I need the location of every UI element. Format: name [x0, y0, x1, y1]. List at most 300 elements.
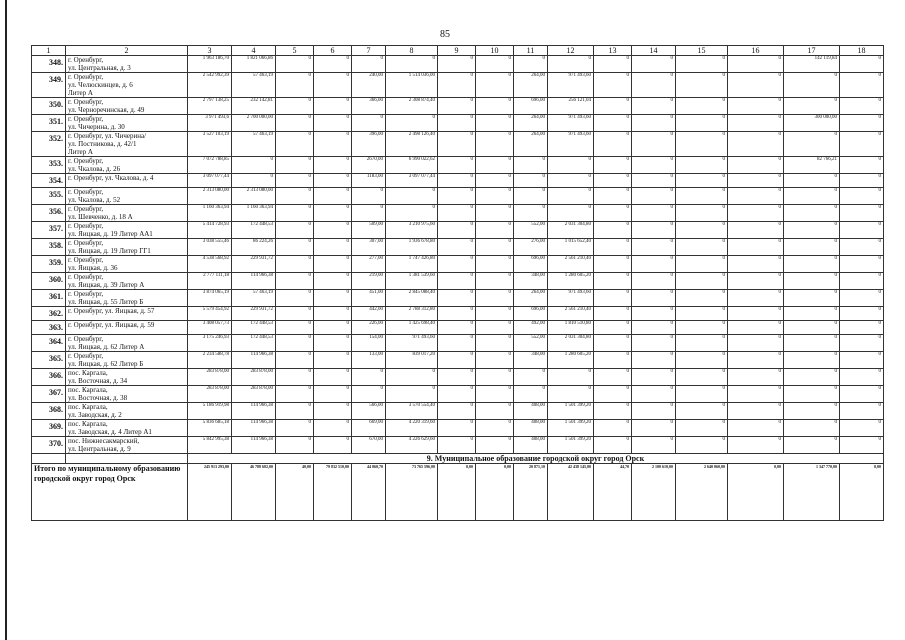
value-cell-col-15: 0: [676, 239, 728, 256]
column-header-18: 18: [840, 46, 884, 56]
value-cell-col-8: 4 226 629,60: [386, 437, 438, 454]
value-cell-col-12: 1 015 652,40: [548, 239, 594, 256]
value-cell-col-15: 0: [676, 73, 728, 98]
value-cell-col-6: 0: [314, 386, 352, 403]
address-cell: г. Оренбург, ул. Челюскинцев, д. 6 Литер А: [66, 73, 188, 98]
value-cell-col-11: 0: [514, 56, 548, 73]
value-cell-col-17: 0: [784, 420, 840, 437]
value-cell-col-11: 276,00: [514, 239, 548, 256]
value-cell-col-5: 0: [276, 188, 314, 205]
value-cell-col-17: 0: [784, 256, 840, 273]
value-cell-col-8: 4 220 319,60: [386, 420, 438, 437]
column-header-10: 10: [476, 46, 514, 56]
value-cell-col-5: 0: [276, 256, 314, 273]
value-cell-col-18: 0: [840, 290, 884, 307]
row-number: 357.: [32, 222, 66, 239]
total-value-col-18: 0,00: [840, 464, 884, 521]
table-row: [32, 290, 884, 307]
value-cell-col-3: 1 963 186,70: [188, 56, 232, 73]
value-cell-col-12: 256 121,04: [548, 98, 594, 115]
table-row: [32, 239, 884, 256]
column-header-15: 15: [676, 46, 728, 56]
value-cell-col-16: 0: [728, 188, 784, 205]
value-cell-col-17: 0: [784, 205, 840, 222]
table-row: [32, 273, 884, 290]
row-number: 362.: [32, 307, 66, 321]
value-cell-col-10: 0: [476, 420, 514, 437]
column-header-16: 16: [728, 46, 784, 56]
row-number: 369.: [32, 420, 66, 437]
value-cell-col-14: 0: [632, 222, 676, 239]
value-cell-col-8: 1 425 698,40: [386, 321, 438, 335]
column-header-11: 11: [514, 46, 548, 56]
value-cell-col-6: 0: [314, 273, 352, 290]
value-cell-col-12: 1 501 399,20: [548, 420, 594, 437]
value-cell-col-6: 0: [314, 369, 352, 386]
value-cell-col-15: 0: [676, 352, 728, 369]
value-cell-col-8: 839 017,20: [386, 352, 438, 369]
value-cell-col-15: 0: [676, 132, 728, 157]
value-cell-col-16: 0: [728, 437, 784, 454]
page-edge-line: [5, 0, 7, 640]
value-cell-col-14: 0: [632, 98, 676, 115]
value-cell-col-12: 0: [548, 369, 594, 386]
value-cell-col-15: 0: [676, 335, 728, 352]
value-cell-col-16: 0: [728, 98, 784, 115]
address-cell: г. Оренбург, ул. Чкалова, д. 4: [66, 174, 188, 188]
value-cell-col-4: 172 448,53: [232, 321, 276, 335]
address-cell: г. Оренбург, ул. Яицкая, д. 62 Литер А: [66, 335, 188, 352]
value-cell-col-18: 0: [840, 437, 884, 454]
total-value-col-3: 245 913 293,00: [188, 464, 232, 521]
value-cell-col-10: 0: [476, 56, 514, 73]
value-cell-col-10: 0: [476, 132, 514, 157]
row-number: 365.: [32, 352, 66, 369]
value-cell-col-7: 669,00: [352, 420, 386, 437]
value-cell-col-11: 348,00: [514, 273, 548, 290]
value-cell-col-7: 451,00: [352, 290, 386, 307]
row-number: 368.: [32, 403, 66, 420]
value-cell-col-12: 0: [548, 174, 594, 188]
section-spacer: [32, 454, 66, 464]
value-cell-col-7: 0: [352, 115, 386, 132]
value-cell-col-14: 0: [632, 386, 676, 403]
table-row: [32, 335, 884, 352]
value-cell-col-4: 1 821 066,86: [232, 56, 276, 73]
value-cell-col-6: 0: [314, 437, 352, 454]
value-cell-col-4: 57 463,19: [232, 73, 276, 98]
row-number: 360.: [32, 273, 66, 290]
table-row: [32, 437, 884, 454]
value-cell-col-9: 0: [438, 222, 476, 239]
value-cell-col-14: 0: [632, 420, 676, 437]
value-cell-col-17: 0: [784, 321, 840, 335]
value-cell-col-5: 0: [276, 403, 314, 420]
value-cell-col-14: 0: [632, 335, 676, 352]
value-cell-col-12: 0: [548, 205, 594, 222]
total-label: Итого по муниципальному образованию городской округ город Орск: [32, 464, 188, 521]
value-cell-col-5: 0: [276, 420, 314, 437]
value-cell-col-9: 0: [438, 335, 476, 352]
address-cell: г. Оренбург, ул. Шевченко, д. 18 А: [66, 205, 188, 222]
value-cell-col-3: 3 097 077,44: [188, 174, 232, 188]
value-cell-col-8: 3 210 975,60: [386, 222, 438, 239]
value-cell-col-17: 0: [784, 222, 840, 239]
value-cell-col-3: 283 878,00: [188, 386, 232, 403]
value-cell-col-3: 283 878,00: [188, 369, 232, 386]
value-cell-col-18: 0: [840, 386, 884, 403]
value-cell-col-3: 2 234 588,78: [188, 352, 232, 369]
value-cell-col-18: 0: [840, 205, 884, 222]
column-header-5: 5: [276, 46, 314, 56]
value-cell-col-13: 0: [594, 352, 632, 369]
total-value-col-10: 0,00: [476, 464, 514, 521]
row-number: 359.: [32, 256, 66, 273]
value-cell-col-4: 229 931,72: [232, 307, 276, 321]
value-cell-col-9: 0: [438, 403, 476, 420]
table-row: [32, 174, 884, 188]
address-cell: г. Оренбург, ул. Яицкая, д. 59: [66, 321, 188, 335]
value-cell-col-17: 0: [784, 403, 840, 420]
value-cell-col-10: 0: [476, 205, 514, 222]
value-cell-col-5: 0: [276, 73, 314, 98]
total-value-col-5: 40,00: [276, 464, 314, 521]
value-cell-col-10: 0: [476, 174, 514, 188]
total-value-col-4: 46 788 682,00: [232, 464, 276, 521]
value-cell-col-18: 0: [840, 369, 884, 386]
value-cell-col-12: 1 280 605,20: [548, 273, 594, 290]
value-cell-col-5: 0: [276, 290, 314, 307]
value-cell-col-10: 0: [476, 321, 514, 335]
value-cell-col-15: 0: [676, 369, 728, 386]
value-cell-col-14: 0: [632, 188, 676, 205]
value-cell-col-9: 0: [438, 174, 476, 188]
value-cell-col-17: 0: [784, 73, 840, 98]
value-cell-col-9: 0: [438, 188, 476, 205]
value-cell-col-12: 971 493,60: [548, 132, 594, 157]
value-cell-col-11: 552,00: [514, 222, 548, 239]
value-cell-col-13: 0: [594, 369, 632, 386]
value-cell-col-11: 0: [514, 205, 548, 222]
value-cell-col-3: 2 542 992,39: [188, 73, 232, 98]
page-number: 85: [440, 29, 450, 40]
address-cell: г. Оренбург, ул. Черноречинская, д. 49: [66, 98, 188, 115]
value-cell-col-4: 114 966,38: [232, 437, 276, 454]
address-cell: г. Оренбург, ул. Яицкая, д. 55 Литер Б: [66, 290, 188, 307]
value-cell-col-9: 0: [438, 420, 476, 437]
row-number: 354.: [32, 174, 66, 188]
value-cell-col-6: 0: [314, 188, 352, 205]
value-cell-col-9: 0: [438, 115, 476, 132]
value-cell-col-15: 0: [676, 420, 728, 437]
value-cell-col-17: 0: [784, 290, 840, 307]
value-cell-col-3: 3 408 057,73: [188, 321, 232, 335]
total-value-col-8: 73 765 596,00: [386, 464, 438, 521]
row-number: 349.: [32, 73, 66, 98]
value-cell-col-9: 0: [438, 73, 476, 98]
value-cell-col-14: 0: [632, 239, 676, 256]
value-cell-col-18: 0: [840, 132, 884, 157]
value-cell-col-18: 0: [840, 98, 884, 115]
address-cell: пос. Каргала, ул. Заводская, д. 4 Литер А1: [66, 420, 188, 437]
value-cell-col-6: 0: [314, 73, 352, 98]
value-cell-col-13: 0: [594, 132, 632, 157]
value-cell-col-15: 0: [676, 273, 728, 290]
value-cell-col-17: 0: [784, 174, 840, 188]
value-cell-col-7: 307,00: [352, 239, 386, 256]
value-cell-col-18: 0: [840, 188, 884, 205]
table-row: [32, 115, 884, 132]
value-cell-col-7: 509,00: [352, 222, 386, 239]
table-row: [32, 222, 884, 239]
value-cell-col-15: 0: [676, 56, 728, 73]
value-cell-col-7: 0: [352, 205, 386, 222]
table-row: [32, 369, 884, 386]
value-cell-col-10: 0: [476, 352, 514, 369]
value-cell-col-4: 229 931,72: [232, 256, 276, 273]
address-cell: г. Оренбург, ул. Центральная, д. 3: [66, 56, 188, 73]
value-cell-col-11: 552,00: [514, 335, 548, 352]
value-cell-col-6: 0: [314, 98, 352, 115]
value-cell-col-18: 0: [840, 222, 884, 239]
value-cell-col-18: 0: [840, 273, 884, 290]
value-cell-col-9: 0: [438, 98, 476, 115]
value-cell-col-10: 0: [476, 73, 514, 98]
section-row: [32, 454, 884, 464]
table-row: [32, 98, 884, 115]
value-cell-col-12: 2 561 210,40: [548, 256, 594, 273]
value-cell-col-14: 0: [632, 205, 676, 222]
value-cell-col-18: 0: [840, 73, 884, 98]
value-cell-col-5: 0: [276, 273, 314, 290]
value-cell-col-13: 0: [594, 321, 632, 335]
value-cell-col-16: 0: [728, 386, 784, 403]
value-cell-col-14: 0: [632, 437, 676, 454]
value-cell-col-14: 0: [632, 56, 676, 73]
value-cell-col-14: 0: [632, 369, 676, 386]
total-row: [32, 464, 884, 521]
value-cell-col-4: 0: [232, 174, 276, 188]
value-cell-col-3: 3 038 555,46: [188, 239, 232, 256]
total-value-col-17: 1 347 770,00: [784, 464, 840, 521]
value-cell-col-10: 0: [476, 188, 514, 205]
value-cell-col-3: 3 527 103,19: [188, 132, 232, 157]
value-cell-col-6: 0: [314, 115, 352, 132]
value-cell-col-16: 0: [728, 403, 784, 420]
row-number: 353.: [32, 157, 66, 174]
value-cell-col-9: 0: [438, 132, 476, 157]
value-cell-col-12: 0: [548, 157, 594, 174]
value-cell-col-18: 0: [840, 56, 884, 73]
value-cell-col-11: 0: [514, 174, 548, 188]
value-cell-col-18: 0: [840, 256, 884, 273]
value-cell-col-5: 0: [276, 352, 314, 369]
value-cell-col-17: 0: [784, 352, 840, 369]
value-cell-col-8: 0: [386, 56, 438, 73]
row-number: 364.: [32, 335, 66, 352]
column-header-13: 13: [594, 46, 632, 56]
value-cell-col-10: 0: [476, 256, 514, 273]
value-cell-col-7: 366,00: [352, 98, 386, 115]
address-cell: г. Оренбург, ул. Яицкая, д. 62 Литер Б: [66, 352, 188, 369]
value-cell-col-11: 0: [514, 157, 548, 174]
value-cell-col-3: 5 836 685,18: [188, 420, 232, 437]
address-cell: г. Оренбург, ул. Яицкая, д. 39 Литер А: [66, 273, 188, 290]
value-cell-col-13: 0: [594, 239, 632, 256]
value-cell-col-15: 0: [676, 307, 728, 321]
value-cell-col-5: 0: [276, 386, 314, 403]
value-cell-col-11: 492,00: [514, 321, 548, 335]
value-cell-col-10: 0: [476, 437, 514, 454]
value-cell-col-17: 0: [784, 386, 840, 403]
total-value-col-15: 2 640 060,00: [676, 464, 728, 521]
value-cell-col-14: 0: [632, 321, 676, 335]
value-cell-col-11: 0: [514, 188, 548, 205]
value-cell-col-5: 0: [276, 335, 314, 352]
value-cell-col-6: 0: [314, 205, 352, 222]
column-header-9: 9: [438, 46, 476, 56]
address-cell: г. Оренбург, ул. Яицкая, д. 19 Литер ГГ1: [66, 239, 188, 256]
value-cell-col-3: 2 797 138,25: [188, 98, 232, 115]
value-cell-col-3: 5 842 995,38: [188, 437, 232, 454]
address-cell: г. Оренбург, ул. Чичерина, д. 30: [66, 115, 188, 132]
row-number: 352.: [32, 132, 66, 157]
value-cell-col-18: 0: [840, 174, 884, 188]
value-cell-col-16: 0: [728, 290, 784, 307]
value-cell-col-13: 0: [594, 290, 632, 307]
value-cell-col-11: 264,00: [514, 115, 548, 132]
value-cell-col-4: 232 142,81: [232, 98, 276, 115]
value-cell-col-16: 0: [728, 352, 784, 369]
value-cell-col-6: 0: [314, 335, 352, 352]
value-cell-col-11: 408,00: [514, 403, 548, 420]
value-cell-col-11: 696,00: [514, 98, 548, 115]
value-cell-col-15: 0: [676, 290, 728, 307]
value-cell-col-7: 670,00: [352, 437, 386, 454]
value-cell-col-13: 0: [594, 273, 632, 290]
value-cell-col-17: 0: [784, 132, 840, 157]
value-cell-col-9: 0: [438, 256, 476, 273]
value-cell-col-12: 1 810 510,80: [548, 321, 594, 335]
total-value-col-9: 0,00: [438, 464, 476, 521]
value-cell-col-3: 2 777 111,18: [188, 273, 232, 290]
value-cell-col-3: 3 971 493,6: [188, 115, 232, 132]
value-cell-col-3: 5 186 919,98: [188, 403, 232, 420]
value-cell-col-6: 0: [314, 307, 352, 321]
table-row: [32, 352, 884, 369]
value-cell-col-14: 0: [632, 157, 676, 174]
value-cell-col-13: 0: [594, 188, 632, 205]
value-cell-col-4: 114 966,38: [232, 273, 276, 290]
value-cell-col-17: 300 000,00: [784, 115, 840, 132]
value-cell-col-4: 114 966,38: [232, 352, 276, 369]
section-spacer: [66, 454, 188, 464]
value-cell-col-7: 240,00: [352, 73, 386, 98]
value-cell-col-15: 0: [676, 188, 728, 205]
value-cell-col-18: 0: [840, 352, 884, 369]
value-cell-col-13: 0: [594, 115, 632, 132]
value-cell-col-18: 0: [840, 115, 884, 132]
value-cell-col-8: 2 845 088,40: [386, 290, 438, 307]
value-cell-col-3: 3 874 065,19: [188, 290, 232, 307]
value-cell-col-8: 2 788 312,80: [386, 307, 438, 321]
value-cell-col-11: 0: [514, 369, 548, 386]
value-cell-col-10: 0: [476, 115, 514, 132]
value-cell-col-11: 0: [514, 386, 548, 403]
value-cell-col-15: 0: [676, 98, 728, 115]
value-cell-col-9: 0: [438, 386, 476, 403]
value-cell-col-12: 2 031 304,80: [548, 335, 594, 352]
value-cell-col-10: 0: [476, 98, 514, 115]
value-cell-col-13: 0: [594, 307, 632, 321]
column-header-6: 6: [314, 46, 352, 56]
value-cell-col-13: 0: [594, 56, 632, 73]
value-cell-col-17: 0: [784, 98, 840, 115]
value-cell-col-6: 0: [314, 222, 352, 239]
column-header-17: 17: [784, 46, 840, 56]
column-header-1: 1: [32, 46, 66, 56]
total-value-col-13: 44,70: [594, 464, 632, 521]
table-row: [32, 188, 884, 205]
value-cell-col-4: 172 448,53: [232, 222, 276, 239]
value-cell-col-16: 0: [728, 239, 784, 256]
value-cell-col-12: 0: [548, 188, 594, 205]
address-cell: пос. Нижнесакмарский, ул. Центральная, д. 9: [66, 437, 188, 454]
value-cell-col-16: 0: [728, 335, 784, 352]
value-cell-col-5: 0: [276, 239, 314, 256]
column-header-4: 4: [232, 46, 276, 56]
value-cell-col-8: 0: [386, 386, 438, 403]
value-cell-col-18: 0: [840, 335, 884, 352]
table-row: [32, 420, 884, 437]
value-cell-col-16: 0: [728, 157, 784, 174]
value-cell-col-16: 0: [728, 205, 784, 222]
value-cell-col-3: 5 579 454,92: [188, 307, 232, 321]
value-cell-col-14: 0: [632, 403, 676, 420]
value-cell-col-6: 0: [314, 174, 352, 188]
value-cell-col-14: 0: [632, 115, 676, 132]
value-cell-col-12: 971 493,60: [548, 115, 594, 132]
table-row: [32, 205, 884, 222]
value-cell-col-15: 0: [676, 157, 728, 174]
value-cell-col-17: 0: [784, 437, 840, 454]
row-number: 356.: [32, 205, 66, 222]
value-cell-col-9: 0: [438, 239, 476, 256]
column-header-8: 8: [386, 46, 438, 56]
address-cell: пос. Каргала, ул. Заводская, д. 2: [66, 403, 188, 420]
value-cell-col-4: 114 966,38: [232, 420, 276, 437]
column-number-header-row: [32, 46, 884, 56]
value-cell-col-9: 0: [438, 290, 476, 307]
row-number: 355.: [32, 188, 66, 205]
value-cell-col-10: 0: [476, 386, 514, 403]
address-cell: г. Оренбург, ул. Чкалова, д. 52: [66, 188, 188, 205]
value-cell-col-8: 1 381 539,60: [386, 273, 438, 290]
value-cell-col-16: 0: [728, 420, 784, 437]
value-cell-col-11: 696,00: [514, 256, 548, 273]
value-cell-col-3: 2 313 080,00: [188, 188, 232, 205]
value-cell-col-6: 0: [314, 352, 352, 369]
value-cell-col-10: 0: [476, 335, 514, 352]
value-cell-col-9: 0: [438, 157, 476, 174]
value-cell-col-13: 0: [594, 437, 632, 454]
value-cell-col-17: 0: [784, 335, 840, 352]
value-cell-col-18: 0: [840, 420, 884, 437]
value-cell-col-3: 1 160 363,94: [188, 205, 232, 222]
value-cell-col-5: 0: [276, 321, 314, 335]
value-cell-col-11: 408,00: [514, 420, 548, 437]
column-header-3: 3: [188, 46, 232, 56]
